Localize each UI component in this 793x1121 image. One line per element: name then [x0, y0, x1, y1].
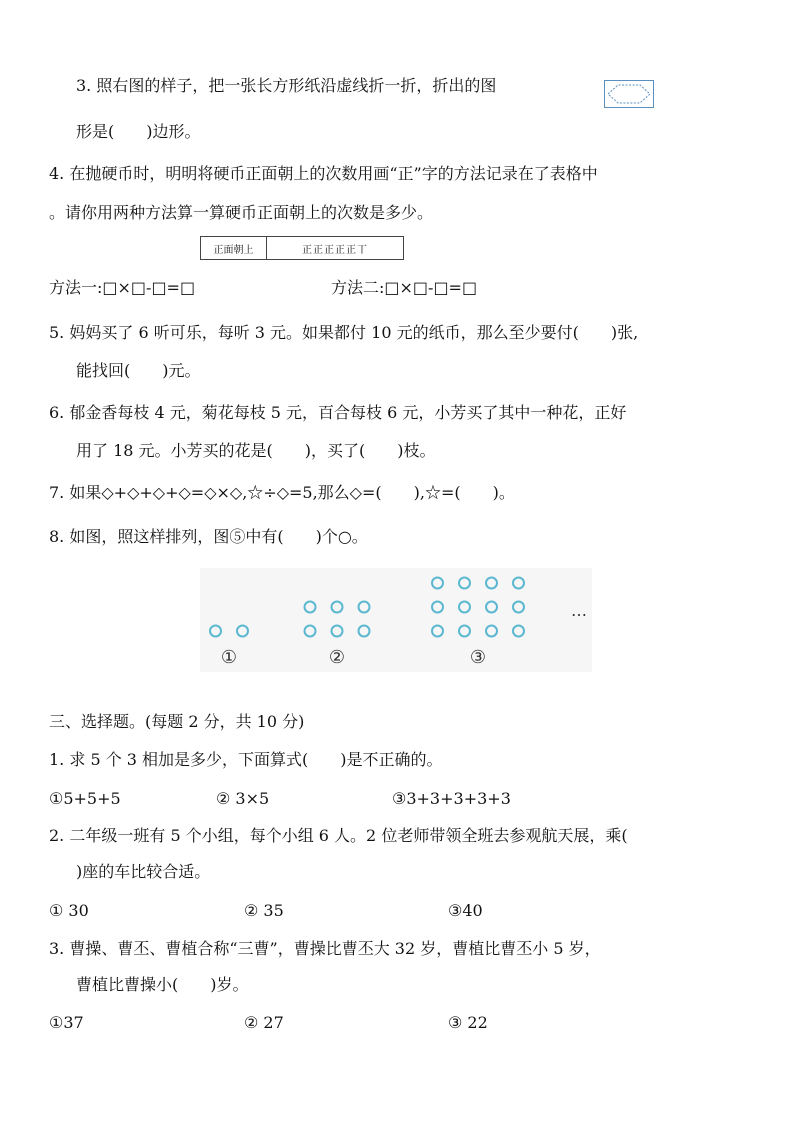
q4-line2: 。请你用两种方法算一算硬币正面朝上的次数是多少。 — [49, 203, 434, 222]
s3-q1-option-1: ①5+5+5 — [49, 789, 121, 808]
pattern-2-dot — [305, 626, 316, 637]
tally-table — [200, 236, 404, 260]
q6-line2: 用了 18 元。小芳买的花是( )，买了( )枝。 — [76, 441, 436, 460]
s3-q2-line2: )座的车比较合适。 — [76, 862, 211, 881]
s3-q2-line1: 2. 二年级一班有 5 个小组，每个小组 6 人。2 位老师带领全班去参观航天展，乘( — [49, 826, 628, 845]
s3-q3-line1: 3. 曹操、曹丕、曹植合称“三曹”，曹操比曹丕大 32 岁，曹植比曹丕小 5 岁， — [49, 939, 601, 958]
s3-q3-line2: 曹植比曹操小( )岁。 — [76, 975, 249, 994]
s3-q3-option-2: ② 27 — [244, 1013, 284, 1032]
q8-line1: 8. 如图，照这样排列，图⑤中有( )个○。 — [49, 527, 368, 546]
pattern-2-dot — [332, 626, 343, 637]
pattern-3-dot — [513, 626, 524, 637]
pattern-2-dot — [359, 626, 370, 637]
pattern-3-dot — [486, 626, 497, 637]
ellipsis: … — [571, 601, 587, 620]
section3-heading: 三、选择题。(每题 2 分，共 10 分) — [49, 712, 305, 731]
q7-line1: 7. 如果◇+◇+◇+◇=◇×◇,☆÷◇=5,那么◇=( ),☆=( )。 — [49, 483, 515, 502]
q4-method2: 方法二:□×□-□=□ — [331, 278, 478, 297]
tally-table-header: 正面朝上 — [201, 237, 267, 259]
q3-line2: 形是( )边形。 — [76, 122, 201, 141]
q6-line1: 6. 郁金香每枝 4 元，菊花每枝 5 元，百合每枝 6 元，小芳买了其中一种花，正好 — [49, 403, 627, 422]
figure-label-2: ② — [328, 647, 346, 668]
s3-q2-option-2: ② 35 — [244, 901, 284, 920]
pattern-3-dot — [432, 626, 443, 637]
pattern-2-dot — [332, 602, 343, 613]
q4-line1: 4. 在抛硬币时，明明将硬币正面朝上的次数用画“正”字的方法记录在了表格中 — [49, 164, 598, 183]
s3-q2-option-3: ③40 — [448, 901, 483, 920]
pattern-1-dot — [237, 626, 248, 637]
pattern-2-dot — [305, 602, 316, 613]
pattern-3-dot — [432, 602, 443, 613]
pattern-3-dot — [432, 578, 443, 589]
s3-q3-option-3: ③ 22 — [448, 1013, 488, 1032]
figure-label-1: ① — [220, 647, 238, 668]
s3-q1-option-2: ② 3×5 — [216, 789, 270, 808]
q3-line1: 3. 照右图的样子，把一张长方形纸沿虚线折一折，折出的图 — [76, 76, 497, 95]
pattern-3-dot — [486, 578, 497, 589]
pattern-3-dot — [459, 602, 470, 613]
s3-q1-option-3: ③3+3+3+3+3 — [392, 789, 511, 808]
s3-q2-option-1: ① 30 — [49, 901, 89, 920]
dot-pattern-figure — [200, 568, 592, 672]
dot-pattern-svg — [200, 568, 592, 672]
pattern-3-dot — [459, 626, 470, 637]
folded-rectangle-diagram-icon — [604, 80, 654, 108]
s3-q3-option-1: ①37 — [49, 1013, 84, 1032]
pattern-3-dot — [486, 602, 497, 613]
s3-q1-line1: 1. 求 5 个 3 相加是多少，下面算式( )是不正确的。 — [49, 750, 443, 769]
figure-label-3: ③ — [469, 647, 487, 668]
pattern-2-dot — [359, 602, 370, 613]
pattern-1-dot — [210, 626, 221, 637]
q5-line1: 5. 妈妈买了 6 听可乐，每听 3 元。如果都付 10 元的纸币，那么至少要付( )张, — [49, 323, 639, 342]
pattern-3-dot — [459, 578, 470, 589]
pattern-3-dot — [513, 578, 524, 589]
tally-table-marks: 正正正正正丅 — [302, 244, 368, 256]
q4-method1: 方法一:□×□-□=□ — [49, 278, 196, 297]
q5-line2: 能找回( )元。 — [76, 361, 201, 380]
pattern-3-dot — [513, 602, 524, 613]
